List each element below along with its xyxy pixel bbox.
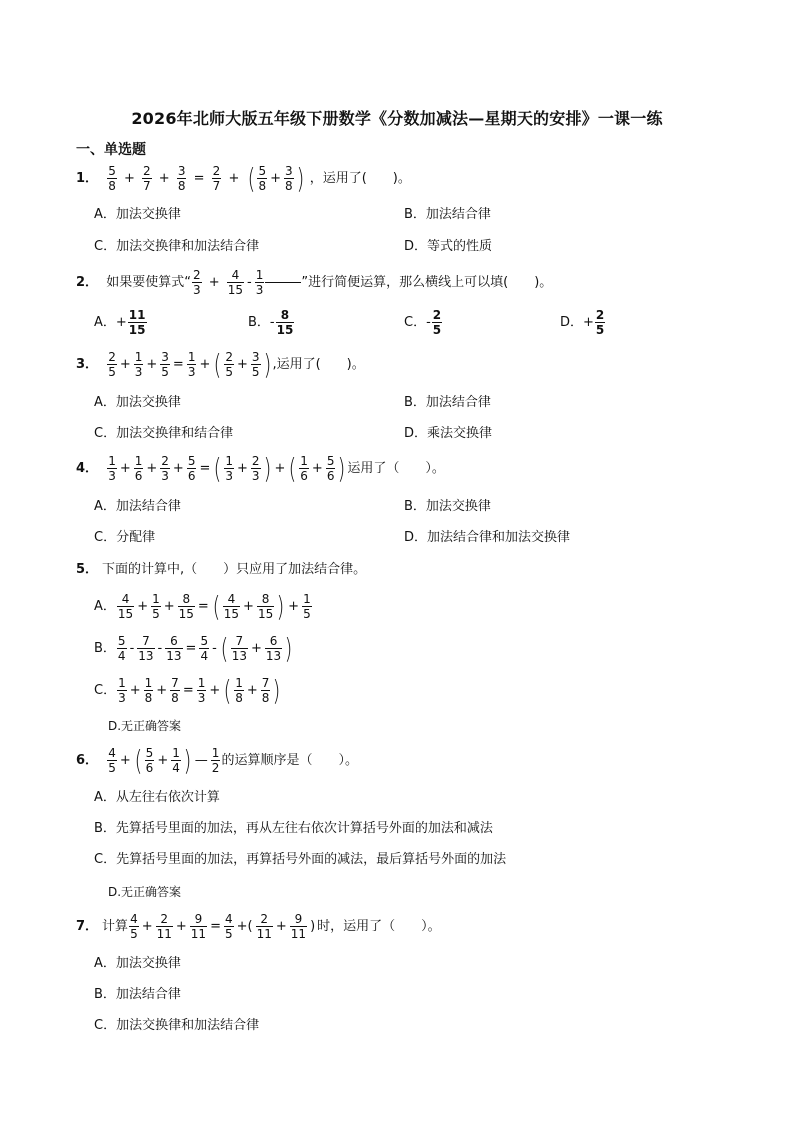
- question-6: 6． $\frac{4}{5}$ + ( $\frac{5}{6}$ + $\frac{1}{4}$ ) — $\frac{1}{2}$ 的运算顺序是（ ）。: [76, 743, 358, 777]
- question-number: 7．: [76, 918, 99, 934]
- section-heading: 一、单选题: [76, 142, 146, 158]
- fraction: $\frac{2}{3}$: [192, 268, 201, 297]
- option-c[interactable]: C．加法交换律和加法结合律: [94, 1018, 260, 1033]
- option-d[interactable]: D．加法结合律和加法交换律: [404, 530, 571, 545]
- question-3: 3． $\frac{2}{5}$ + $\frac{1}{3}$ + $\frac{3}{5}$ = $\frac{1}{3}$ + ( $\frac{2}{5}$ + $\frac{3}{5}$ ) ,运用了( )。: [76, 347, 365, 381]
- question-text: 的运算顺序是（ ）。: [221, 752, 358, 768]
- answer-blank[interactable]: [265, 282, 301, 283]
- fraction: $\frac{4}{15}$: [227, 268, 244, 297]
- question-number: 3．: [76, 356, 99, 372]
- option-b[interactable]: B． $\frac{5}{4}$ - $\frac{7}{13}$ - $\frac{6}{13}$ = $\frac{5}{4}$ - ( $\frac{7}{13}$ + $\frac{6}{13}$ ): [94, 631, 293, 665]
- option-c[interactable]: C．先算括号里面的加法，再算括号外面的减法，最后算括号外面的加法: [94, 852, 507, 867]
- option-a[interactable]: A．+ $\frac{11}{15}$: [94, 308, 146, 337]
- question-number: 6．: [76, 752, 99, 768]
- fraction: $\frac{3}{8}$: [177, 164, 186, 193]
- option-b[interactable]: B．加法交换律: [404, 499, 491, 514]
- option-b[interactable]: B．加法结合律: [404, 207, 491, 222]
- question-text: 下面的计算中,（ ）只应用了加法结合律。: [102, 562, 367, 577]
- question-text: 如果要使算式“: [106, 274, 191, 290]
- question-text: ”进行简便运算，那么横线上可以填( )。: [301, 274, 553, 290]
- question-4: 4． $\frac{1}{3}$ + $\frac{1}{6}$ + $\frac{2}{3}$ + $\frac{5}{6}$ = ( $\frac{1}{3}$ + $\frac{2}{3}$ ) + ( $\frac{1}{6}$ + $\frac{5}{6}$ ) 运用了（ ）。: [76, 451, 445, 485]
- option-c[interactable]: C．加法交换律和加法结合律: [94, 239, 260, 254]
- question-1: 1． $\frac{5}{8}$ + $\frac{2}{7}$ + $\frac{3}{8}$ = $\frac{2}{7}$ + ( $\frac{5}{8}$ + $\frac{3}{8}$ ) ，运用了( )。: [76, 161, 411, 195]
- option-a[interactable]: A．加法交换律: [94, 395, 181, 410]
- option-d[interactable]: D．乘法交换律: [404, 426, 493, 441]
- option-c[interactable]: C． $\frac{1}{3}$ + $\frac{1}{8}$ + $\frac{7}{8}$ = $\frac{1}{3}$ + ( $\frac{1}{8}$ + $\frac{7}{8}$ ): [94, 673, 281, 707]
- option-b[interactable]: B．先算括号里面的加法，再从左往右依次计算括号外面的加法和减法: [94, 821, 493, 836]
- option-d[interactable]: D.无正确答案: [108, 885, 182, 899]
- question-text: 运用了（ ）。: [347, 460, 445, 476]
- question-text: ,运用了( )。: [272, 356, 365, 372]
- fraction: $\frac{3}{8}$: [284, 164, 293, 193]
- option-c[interactable]: C．加法交换律和结合律: [94, 426, 234, 441]
- question-5: [76, 559, 366, 582]
- fraction: $\frac{5}{8}$: [258, 164, 267, 193]
- fraction: $\frac{5}{8}$: [108, 164, 116, 193]
- question-number: 4．: [76, 460, 99, 476]
- question-number: 5．: [76, 562, 99, 577]
- option-b[interactable]: B．加法结合律: [404, 395, 491, 410]
- question-text: ，运用了( )。: [309, 170, 411, 186]
- option-d[interactable]: D.无正确答案: [108, 719, 182, 733]
- option-d[interactable]: D．+ $\frac{2}{5}$: [560, 308, 605, 337]
- question-text: 时，运用了（ ）。: [317, 918, 441, 934]
- option-a[interactable]: A．加法结合律: [94, 499, 181, 514]
- option-a[interactable]: A．从左往右依次计算: [94, 790, 220, 805]
- option-a[interactable]: A．加法交换律: [94, 956, 181, 971]
- option-a[interactable]: A． $\frac{4}{15}$ + $\frac{1}{5}$ + $\frac{8}{15}$ = ( $\frac{4}{15}$ + $\frac{8}{15}$ ) + $\frac{1}{5}$: [94, 589, 311, 623]
- fraction: $\frac{2}{7}$: [212, 164, 221, 193]
- option-c[interactable]: C．分配律: [94, 530, 156, 545]
- option-d[interactable]: D．等式的性质: [404, 239, 493, 254]
- question-number: 1．: [76, 170, 99, 186]
- fraction: $\frac{2}{7}$: [143, 164, 151, 193]
- option-c[interactable]: C．- $\frac{2}{5}$: [404, 308, 442, 337]
- option-b[interactable]: B．- $\frac{8}{15}$: [248, 308, 294, 337]
- question-7: 7． 计算 $\frac{4}{5}$ + $\frac{2}{11}$ + $\frac{9}{11}$ = $\frac{4}{5}$ +( $\frac{2}{11}$ + $\frac{9}{11}$ ) 时，运用了（ ）。: [76, 912, 441, 941]
- question-number: 2．: [76, 274, 99, 290]
- question-2: 2． 如果要使算式“ $\frac{2}{3}$ + $\frac{4}{15}$ - $\frac{1}{3}$ ”进行简便运算，那么横线上可以填( )。: [76, 268, 553, 297]
- question-text: 计算: [102, 918, 129, 934]
- option-a[interactable]: A．加法交换律: [94, 207, 181, 222]
- fraction: $\frac{1}{3}$: [255, 268, 264, 297]
- option-b[interactable]: B．加法结合律: [94, 987, 181, 1002]
- document-title: 2026年北师大版五年级下册数学《分数加减法—星期天的安排》一课一练: [131, 109, 663, 128]
